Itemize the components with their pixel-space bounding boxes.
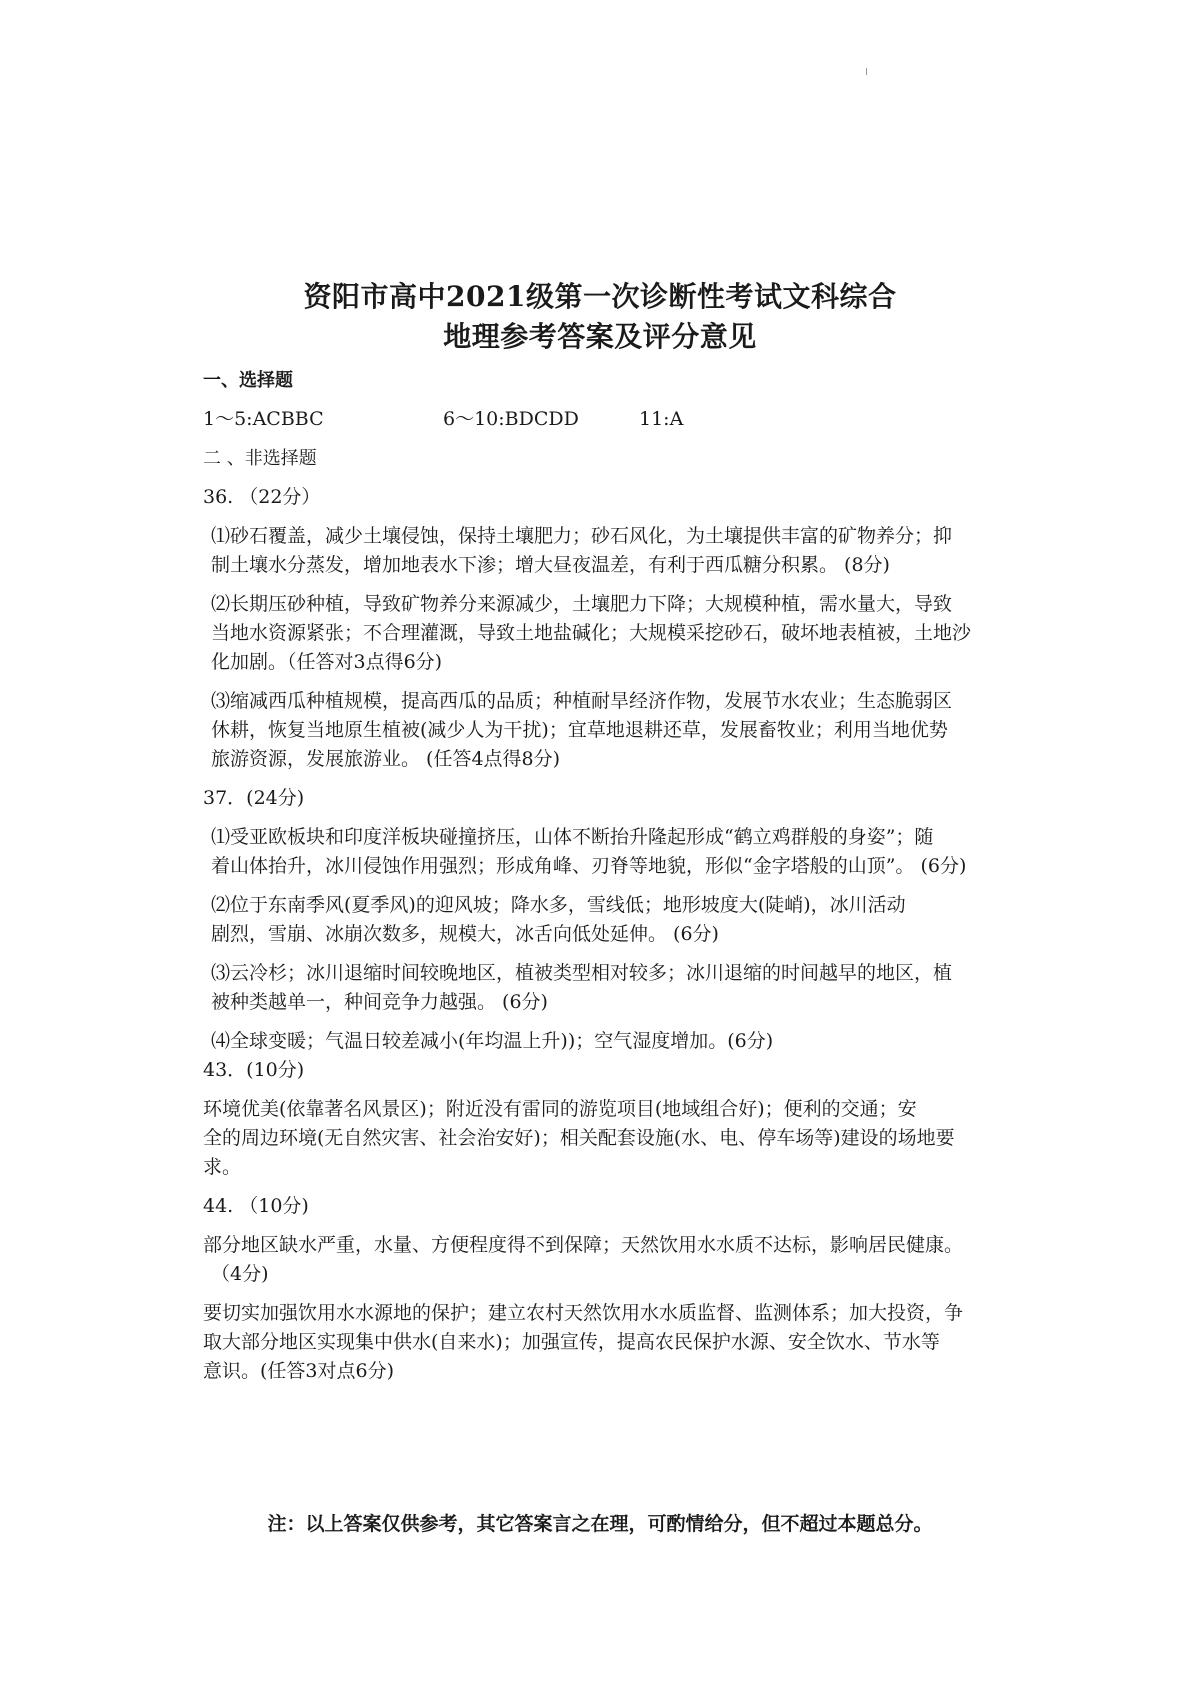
answer-content [203,366,1003,1396]
text-line: ⑴受亚欧板块和印度洋板块碰撞挤压，山体不断抬升隆起形成“鹤立鸡群般的身姿”；随 [211,826,934,848]
q37-part2 [203,891,1003,949]
scan-mark [866,68,867,75]
question-43-heading: 43．(10分) [203,1059,305,1081]
text-line: 着山体抬升，冰川侵蚀作用强烈；形成角峰、刃脊等地貌，形似“金字塔般的山顶”。 (6分) [211,855,967,877]
choice-answers-6-10: 6～10:BDCDD [443,408,579,430]
q36-part2 [203,590,1003,677]
q36-part3 [203,687,1003,774]
section-heading-nonchoice: 二 、非选择题 [203,448,317,469]
text-line: 要切实加强饮用水水源地的保护；建立农村天然饮用水水质监督、监测体系；加大投资，争 [203,1302,964,1324]
q36-part1 [203,522,1003,580]
text-line: ⑶缩减西瓜种植规模，提高西瓜的品质；种植耐旱经济作物，发展节水农业；生态脆弱区 [211,690,953,712]
document-title: 资阳市高中2021级第一次诊断性考试文科综合 [303,280,897,313]
text-line: 求。 [203,1156,242,1178]
text-line: （4分) [211,1263,269,1285]
text-line: 化加剧。（任答对3点得6分) [211,651,443,673]
text-line: 剧烈，雪崩、冰崩次数多，规模大，冰舌向低处延伸。 (6分) [211,923,719,945]
question-37-heading: 37．(24分) [203,787,305,809]
text-line: 制土壤水分蒸发，增加地表水下渗；增大昼夜温差，有利于西瓜糖分积累。 (8分) [211,554,890,576]
text-line: 环境优美(依靠著名风景区)；附近没有雷同的游览项目(地域组合好)；便利的交通；安 [203,1098,917,1120]
text-line: ⑶云冷杉；冰川退缩时间较晚地区，植被类型相对较多；冰川退缩的时间越早的地区，植 [211,962,953,984]
choice-answers-row [203,405,1003,434]
q37-part1 [203,823,1003,881]
title-block [0,277,1200,357]
text-line: ⑵位于东南季风(夏季风)的迎风坡；降水多，雪线低；地形坡度大(陡峭)，冰川活动 [211,894,906,916]
q44-answer-part2 [203,1299,1003,1386]
question-44-heading: 44. （10分) [203,1195,309,1217]
choice-answers-1-5: 1～5:ACBBC [203,408,324,430]
text-line: ⑴砂石覆盖，减少土壤侵蚀，保持土壤肥力；砂石风化，为土壤提供丰富的矿物养分；抑 [211,525,953,547]
text-line: 全的周边环境(无自然灾害、社会治安好)；相关配套设施(水、电、停车场等)建设的场地要 [203,1127,955,1149]
q37-part4 [203,1027,1003,1056]
text-line: 意识。(任答3对点6分) [203,1360,395,1382]
text-line: 被种类越单一，种间竞争力越强。 (6分) [211,991,548,1013]
choice-answer-11: 11:A [639,408,684,430]
text-line: ⑷全球变暖；气温日较差减小(年均温上升))；空气湿度增加。(6分) [211,1030,774,1052]
text-line: 当地水资源紧张；不合理灌溉，导致土地盐碱化；大规模采挖砂石，破坏地表植被，土地沙 [211,622,972,644]
section-heading-choice: 一、选择题 [203,370,293,391]
text-line: 休耕，恢复当地原生植被(减少人为干扰)；宜草地退耕还草，发展畜牧业；利用当地优势 [211,719,948,741]
q44-answer-part1 [203,1231,1003,1289]
q43-answer [203,1095,1003,1182]
text-line: 旅游资源，发展旅游业。 (任答4点得8分) [211,748,561,770]
question-36-heading: 36. （22分） [203,486,321,508]
q37-part3 [203,959,1003,1017]
text-line: ⑵长期压砂种植，导致矿物养分来源减少，土壤肥力下降；大规模种植，需水量大，导致 [211,593,953,615]
text-line: 取大部分地区实现集中供水(自来水)；加强宣传，提高农民保护水源、安全饮水、节水等 [203,1331,940,1353]
document-subtitle: 地理参考答案及评分意见 [443,320,757,353]
scoring-note: 注：以上答案仅供参考，其它答案言之在理，可酌情给分，但不超过本题总分。 [267,1513,933,1535]
text-line: 部分地区缺水严重，水量、方便程度得不到保障；天然饮用水水质不达标，影响居民健康。 [203,1234,964,1256]
